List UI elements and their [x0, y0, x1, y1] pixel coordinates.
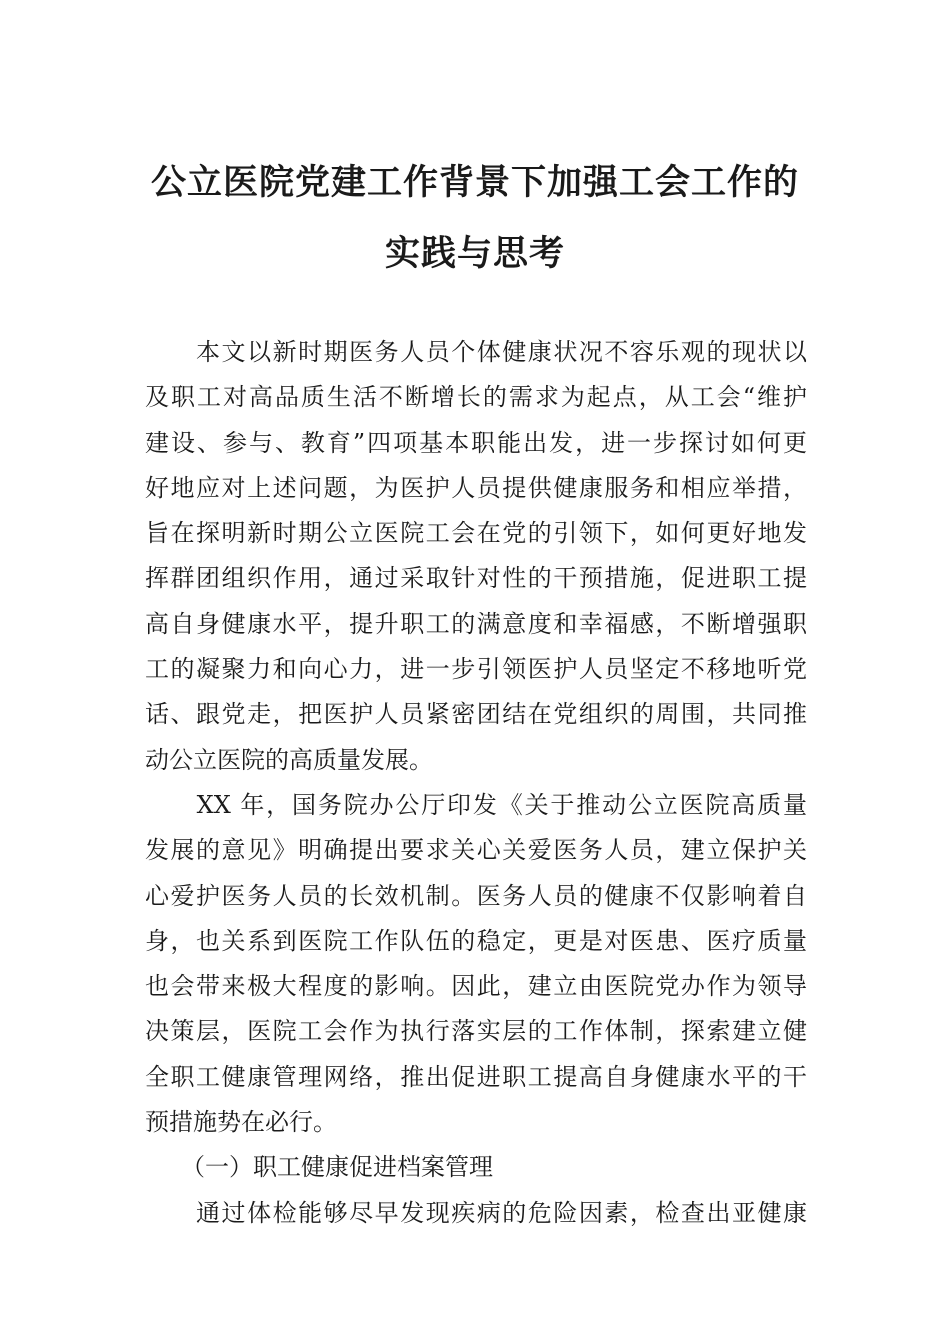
text-line: 旨在探明新时期公立医院工会在党的引领下，如何更好地发: [145, 519, 807, 548]
text-line: 工的凝聚力和向心力，进一步引领医护人员坚定不移地听党: [145, 655, 807, 684]
text-line: XX 年，国务院办公厅印发《关于推动公立医院高质量: [145, 790, 807, 819]
text-line: 及职工对高品质生活不断增长的需求为起点，从工会“维护: [145, 383, 807, 412]
document-title-line-1: 公立医院党建工作背景下加强工会工作的: [150, 162, 799, 203]
paragraph-abstract: [145, 330, 807, 783]
text-line: 高自身健康水平，提升职工的满意度和幸福感，不断增强职: [145, 609, 807, 638]
text-line: 也会带来极大程度的影响。因此，建立由医院党办作为领导: [145, 972, 807, 1001]
text-line: 建设、参与、教育”四项基本职能出发，进一步探讨如何更: [145, 428, 807, 457]
text-line: 通过体检能够尽早发现疾病的危险因素，检查出亚健康: [145, 1198, 807, 1227]
document-title-line-2: 实践与思考: [384, 233, 565, 274]
text-line: 动公立医院的高质量发展。: [145, 745, 433, 774]
text-line: 挥群团组织作用，通过采取针对性的干预措施，促进职工提: [145, 564, 807, 593]
text-line: 全职工健康管理网络，推出促进职工提高自身健康水平的干: [145, 1062, 807, 1091]
text-line: 话、跟党走，把医护人员紧密团结在党组织的周围，共同推: [145, 700, 807, 729]
text-line: 好地应对上述问题，为医护人员提供健康服务和相应举措，: [145, 473, 807, 502]
text-line: 本文以新时期医务人员个体健康状况不容乐观的现状以: [145, 338, 807, 366]
text-line: 发展的意见》明确提出要求关心关爱医务人员，建立保护关: [145, 836, 807, 865]
text-line: 身，也关系到医院工作队伍的稳定，更是对医患、医疗质量: [145, 926, 807, 955]
text-line: 预措施势在必行。: [145, 1108, 337, 1137]
paragraph-policy: [145, 783, 807, 1145]
paragraph-health-records: [145, 1191, 807, 1236]
section-heading: （一）职工健康促进档案管理: [181, 1153, 493, 1182]
text-line: 决策层，医院工会作为执行落实层的工作体制，探索建立健: [145, 1017, 807, 1046]
text-line: 心爱护医务人员的长效机制。医务人员的健康不仅影响着自: [145, 881, 807, 910]
document-body: [145, 330, 807, 1236]
